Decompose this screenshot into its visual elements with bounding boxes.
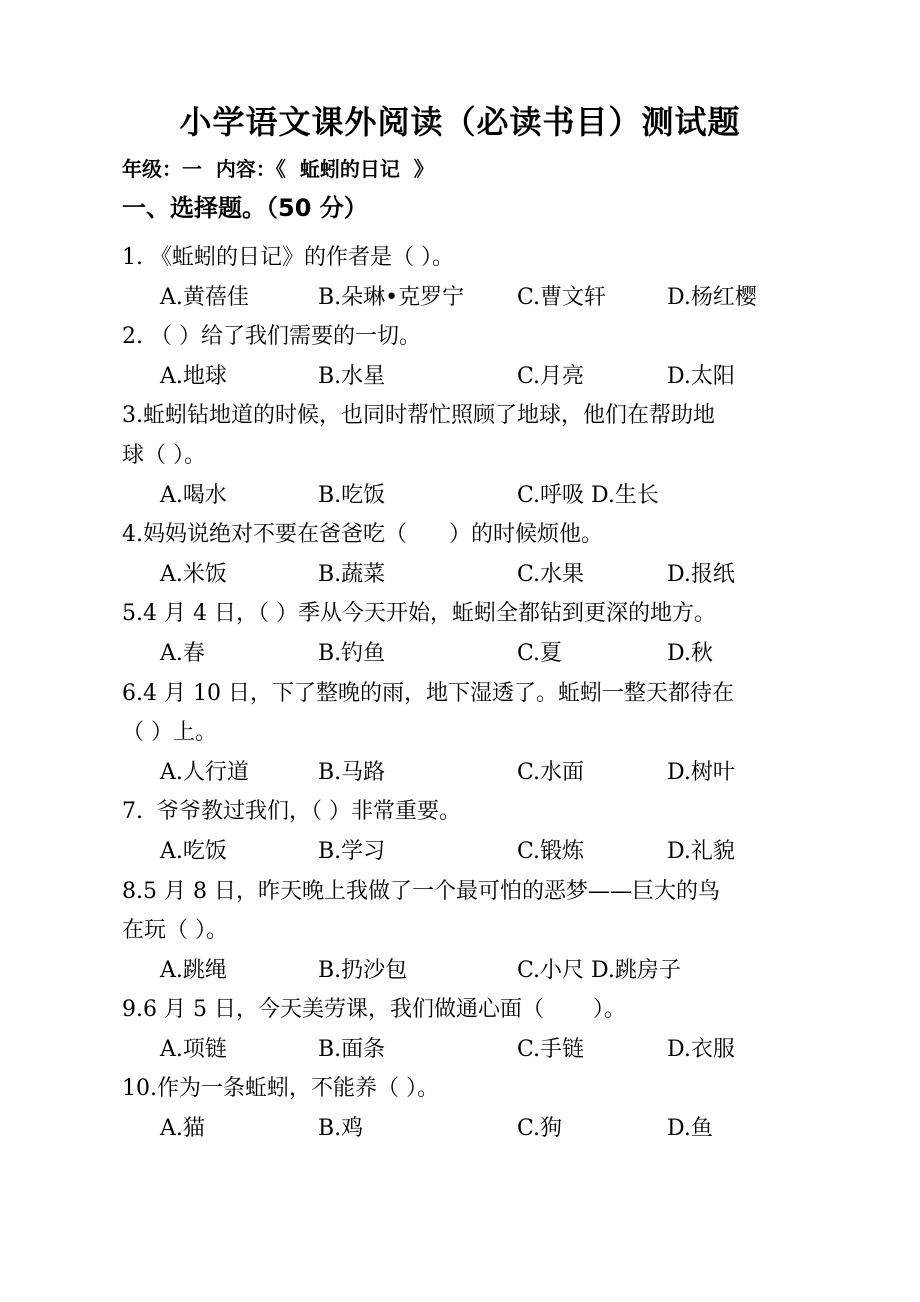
question-text: 7. 爷爷教过我们，（ ）非常重要。 xyxy=(122,799,461,825)
answer-option: A.跳绳 xyxy=(160,957,227,983)
answer-option: C.呼吸 D.生长 xyxy=(517,482,659,508)
answer-option: A.吃饭 xyxy=(160,838,227,864)
answer-option: D.礼貌 xyxy=(667,838,735,864)
answer-option: A.米饭 xyxy=(160,561,227,587)
answer-option: D.衣服 xyxy=(667,1036,735,1062)
question-text: 3.蚯蚓钻地道的时候，也同时帮忙照顾了地球，他们在帮助地 xyxy=(122,403,715,429)
answer-option: B.蔬菜 xyxy=(318,561,386,587)
question-text: 4.妈妈说绝对不要在爸爸吃（ ）的时候烦他。 xyxy=(122,522,603,548)
question-block xyxy=(122,674,812,793)
answer-option: C.锻炼 xyxy=(517,838,585,864)
answer-option: D.树叶 xyxy=(667,759,735,785)
answer-options xyxy=(122,476,812,516)
answer-options xyxy=(122,951,812,991)
answer-option: B.鸡 xyxy=(318,1116,364,1142)
answer-option: C.小尺 D.跳房子 xyxy=(517,957,681,983)
answer-option: A.人行道 xyxy=(160,759,249,785)
answer-option: D.杨红樱 xyxy=(667,284,757,310)
question-block xyxy=(122,515,812,594)
section-heading: 一、选择题。（50 分） xyxy=(122,194,368,222)
answer-option: A.黄蓓佳 xyxy=(160,284,249,310)
question-text: 8.5 月 8 日，昨天晚上我做了一个最可怕的恶梦——巨大的鸟 xyxy=(122,878,720,904)
answer-option: B.面条 xyxy=(318,1036,386,1062)
answer-option: B.水星 xyxy=(318,363,386,389)
answer-options xyxy=(122,1109,812,1149)
answer-option: C.水面 xyxy=(517,759,585,785)
answer-option: A.项链 xyxy=(160,1036,227,1062)
answer-option: B.朵琳•克罗宁 xyxy=(318,284,465,310)
answer-option: C.月亮 xyxy=(517,363,585,389)
answer-option: B.马路 xyxy=(318,759,386,785)
question-list xyxy=(122,238,812,1149)
question-text: 球（ ）。 xyxy=(122,442,206,468)
answer-option: A.喝水 xyxy=(160,482,227,508)
question-text: 6.4 月 10 日，下了整晚的雨，地下湿透了。蚯蚓一整天都待在 xyxy=(122,680,734,706)
answer-option: C.狗 xyxy=(517,1116,563,1142)
question-block xyxy=(122,1069,812,1148)
answer-options xyxy=(122,555,812,595)
answer-option: C.水果 xyxy=(517,561,585,587)
answer-option: C.夏 xyxy=(517,640,563,666)
answer-options xyxy=(122,753,812,793)
answer-option: B.钓鱼 xyxy=(318,640,386,666)
question-block xyxy=(122,872,812,991)
grade-content-line: 年级：一 内容：《 蚯蚓的日记 》 xyxy=(122,157,434,181)
answer-option: A.春 xyxy=(160,640,205,666)
answer-option: B.吃饭 xyxy=(318,482,386,508)
question-text: 5.4 月 4 日，（ ）季从今天开始，蚯蚓全都钻到更深的地方。 xyxy=(122,601,716,627)
answer-options xyxy=(122,634,812,674)
question-block xyxy=(122,396,812,515)
answer-option: C.曹文轩 xyxy=(517,284,607,310)
question-text: 2. （ ）给了我们需要的一切。 xyxy=(122,324,421,350)
answer-options xyxy=(122,832,812,872)
answer-option: D.秋 xyxy=(667,640,713,666)
answer-options xyxy=(122,1030,812,1070)
answer-option: D.太阳 xyxy=(667,363,735,389)
answer-option: C.手链 xyxy=(517,1036,585,1062)
question-block xyxy=(122,317,812,396)
answer-option: A.地球 xyxy=(160,363,227,389)
question-text: 10.作为一条蚯蚓，不能养（ ）。 xyxy=(122,1076,439,1102)
question-text: （ ）上。 xyxy=(122,720,217,746)
answer-option: B.扔沙包 xyxy=(318,957,408,983)
answer-option: A.猫 xyxy=(160,1116,205,1142)
question-text: 在玩（ ）。 xyxy=(122,918,228,944)
question-text: 9.6 月 5 日，今天美劳课，我们做通心面（ ）。 xyxy=(122,997,626,1023)
question-block xyxy=(122,990,812,1069)
answer-options xyxy=(122,278,812,318)
question-text: 1. 《蚯蚓的日记》的作者是（ ）。 xyxy=(122,245,454,270)
answer-option: D.鱼 xyxy=(667,1116,713,1142)
page-title: 小学语文课外阅读（必读书目）测试题 xyxy=(179,103,741,141)
answer-option: D.报纸 xyxy=(667,561,735,587)
question-block xyxy=(122,594,812,673)
answer-option: B.学习 xyxy=(318,838,386,864)
question-block xyxy=(122,792,812,871)
answer-options xyxy=(122,357,812,397)
question-block xyxy=(122,238,812,317)
